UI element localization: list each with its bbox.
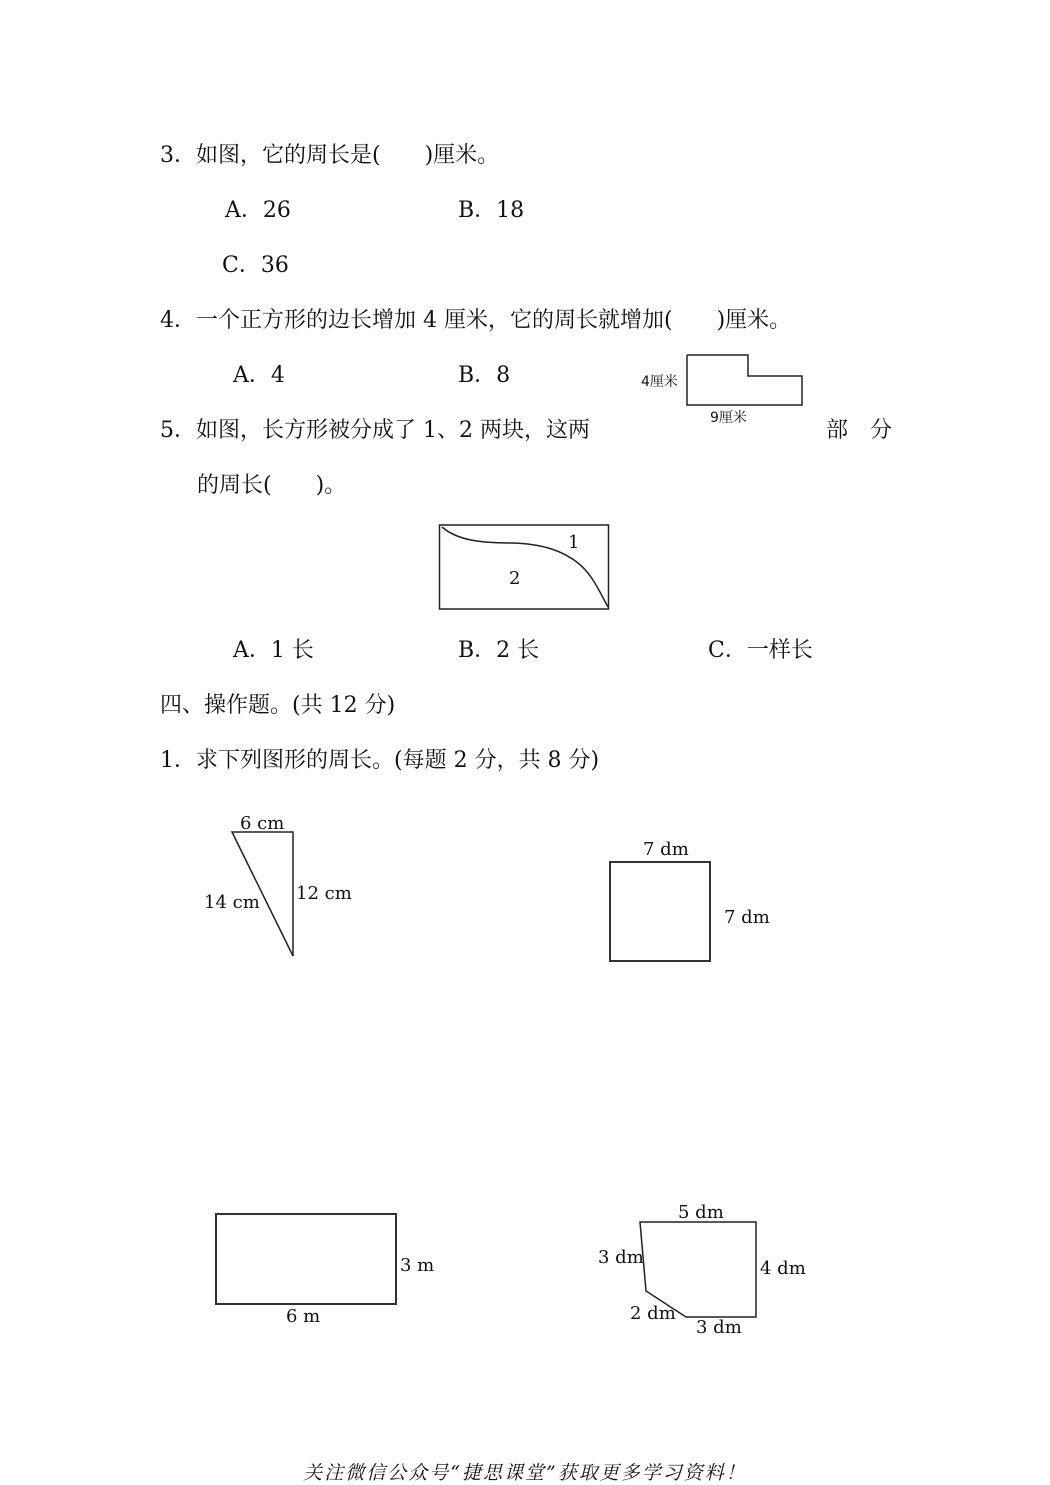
q4-stem: 4．一个正方形的边长增加 4 厘米，它的周长就增加( )厘米。	[160, 308, 792, 333]
pentagon-right-label: 4 dm	[760, 1258, 806, 1279]
pentagon-bottom-left-label: 2 dm	[630, 1303, 676, 1324]
region-label-1: 1	[568, 532, 580, 553]
section-4-q1-stem: 1．求下列图形的周长。(每题 2 分，共 8 分)	[160, 748, 600, 773]
footer-notice: 关注微信公众号“捷思课堂”获取更多学习资料！	[303, 1462, 747, 1484]
q5-stem-line2: 的周长( )。	[197, 473, 347, 498]
q3-option-a[interactable]: A．26	[225, 198, 291, 223]
pentagon-top-label: 5 dm	[678, 1202, 724, 1223]
pentagon-left-label: 3 dm	[598, 1247, 644, 1268]
q5-option-b[interactable]: B．2 长	[458, 638, 540, 663]
q3-stem: 3．如图，它的周长是( )厘米。	[160, 143, 500, 168]
square-figure	[608, 860, 714, 964]
triangle-right-label: 12 cm	[296, 883, 352, 904]
section-4-title: 四、操作题。(共 12 分)	[160, 693, 396, 718]
pentagon-bottom-label: 3 dm	[696, 1317, 742, 1338]
region-label-2: 2	[509, 568, 521, 589]
q5-stem-tail: 部 分	[826, 418, 893, 443]
l-shape-figure	[680, 350, 810, 410]
q4-option-a[interactable]: A．4	[233, 363, 285, 388]
l-shape-side-label: 4厘米	[641, 374, 678, 390]
l-shape-bottom-label: 9厘米	[710, 410, 747, 426]
square-right-label: 7 dm	[724, 907, 770, 928]
rectangle-right-label: 3 m	[400, 1255, 435, 1276]
triangle-top-label: 6 cm	[240, 813, 285, 834]
q3-option-c[interactable]: C．36	[222, 253, 289, 278]
divided-rectangle-figure	[438, 523, 612, 613]
q5-option-a[interactable]: A．1 长	[233, 638, 314, 663]
rectangle-bottom-label: 6 m	[286, 1306, 321, 1327]
rectangle-figure	[214, 1212, 400, 1308]
q5-option-c[interactable]: C．一样长	[708, 638, 813, 663]
triangle-left-label: 14 cm	[204, 892, 260, 913]
square-top-label: 7 dm	[643, 839, 689, 860]
q5-stem-line1: 5．如图，长方形被分成了 1、2 两块，这两	[160, 418, 590, 443]
q3-option-b[interactable]: B．18	[458, 198, 525, 223]
q4-option-b[interactable]: B．8	[458, 363, 511, 388]
